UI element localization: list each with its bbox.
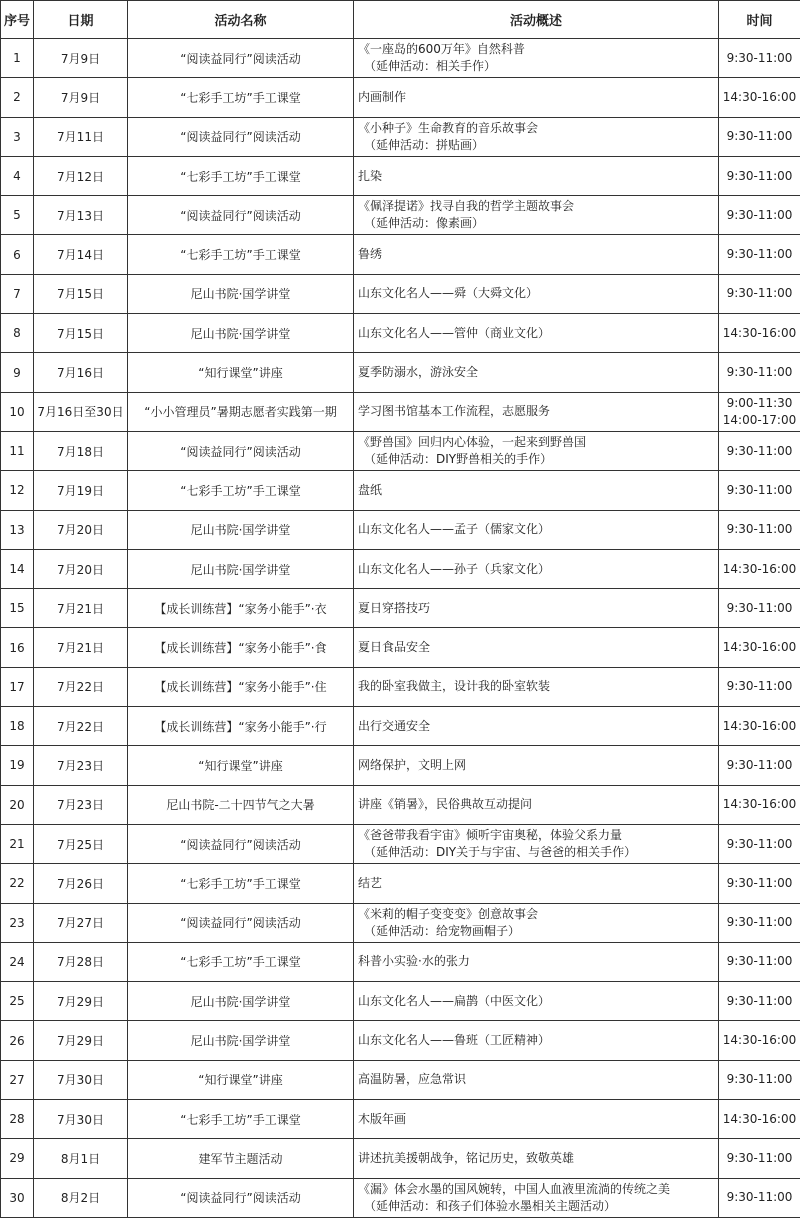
cell-serial-number: 15 xyxy=(1,589,34,628)
cell-activity-summary xyxy=(354,314,719,353)
cell-activity-name: 尼山书院-二十四节气之大暑 xyxy=(128,785,354,824)
table-row xyxy=(1,942,800,981)
summary-line: 木版年画 xyxy=(358,1111,407,1126)
cell-serial-number: 18 xyxy=(1,707,34,746)
summary-line: 《野兽国》回归内心体验，一起来到野兽国 xyxy=(358,435,587,450)
time-slot: 14:30-16:00 xyxy=(722,561,797,576)
extension-activity-line: （延伸活动：DIY野兽相关的手作） xyxy=(364,452,553,467)
cell-activity-summary xyxy=(354,667,719,706)
cell-serial-number: 12 xyxy=(1,471,34,510)
cell-activity-name: 建军节主题活动 xyxy=(128,1139,354,1178)
cell-time xyxy=(719,903,800,942)
cell-serial-number: 3 xyxy=(1,117,34,156)
cell-serial-number: 7 xyxy=(1,274,34,313)
cell-activity-summary xyxy=(354,1178,719,1217)
cell-activity-summary xyxy=(354,78,719,117)
extension-activity-line: （延伸活动：拼贴画） xyxy=(364,137,485,152)
cell-date: 8月2日 xyxy=(34,1178,128,1217)
time-slot: 14:30-16:00 xyxy=(722,640,797,655)
cell-activity-summary xyxy=(354,942,719,981)
cell-time xyxy=(719,314,800,353)
summary-line: 山东文化名人——鲁班（工匠精神） xyxy=(358,1033,551,1048)
cell-serial-number: 19 xyxy=(1,746,34,785)
time-slot: 9:30-11:00 xyxy=(726,954,793,969)
cell-serial-number: 22 xyxy=(1,864,34,903)
table-row xyxy=(1,471,800,510)
cell-date: 7月12日 xyxy=(34,156,128,195)
table-row xyxy=(1,589,800,628)
cell-date: 7月25日 xyxy=(34,824,128,863)
cell-activity-name: “阅读益同行”阅读活动 xyxy=(128,1178,354,1217)
time-slot: 9:30-11:00 xyxy=(726,875,793,890)
cell-activity-name: “七彩手工坊”手工课堂 xyxy=(128,78,354,117)
cell-date: 7月9日 xyxy=(34,39,128,78)
cell-date: 7月9日 xyxy=(34,78,128,117)
cell-time xyxy=(719,117,800,156)
cell-date: 7月11日 xyxy=(34,117,128,156)
time-slot: 9:30-11:00 xyxy=(726,757,793,772)
header-date: 日期 xyxy=(34,1,128,39)
cell-activity-summary xyxy=(354,1100,719,1139)
cell-activity-summary xyxy=(354,1060,719,1099)
table-row xyxy=(1,903,800,942)
summary-line: 山东文化名人——扁鹊（中医文化） xyxy=(358,993,551,1008)
cell-activity-name: “知行课堂”讲座 xyxy=(128,1060,354,1099)
summary-line: 科普小实验·水的张力 xyxy=(358,954,470,969)
table-row xyxy=(1,628,800,667)
table-row xyxy=(1,667,800,706)
time-slot: 14:30-16:00 xyxy=(722,89,797,104)
table-row xyxy=(1,196,800,235)
cell-time xyxy=(719,628,800,667)
cell-time xyxy=(719,864,800,903)
summary-line: 夏日穿搭技巧 xyxy=(358,600,431,615)
time-slot: 9:30-11:00 xyxy=(726,600,793,615)
cell-activity-name: “七彩手工坊”手工课堂 xyxy=(128,471,354,510)
time-slot: 9:30-11:00 xyxy=(726,1190,793,1205)
cell-time xyxy=(719,431,800,470)
table-row xyxy=(1,274,800,313)
time-slot: 9:30-11:00 xyxy=(726,443,793,458)
table-row xyxy=(1,824,800,863)
table-row xyxy=(1,314,800,353)
cell-time xyxy=(719,1100,800,1139)
cell-activity-summary xyxy=(354,707,719,746)
time-slot: 9:30-11:00 xyxy=(726,207,793,222)
table-row xyxy=(1,549,800,588)
time-slot: 14:00-17:00 xyxy=(722,412,797,427)
summary-line: 《爸爸带我看宇宙》倾听宇宙奥秘，体验父系力量 xyxy=(358,828,623,843)
table-body xyxy=(1,39,800,1218)
cell-serial-number: 11 xyxy=(1,431,34,470)
summary-line: 山东文化名人——舜（大舜文化） xyxy=(358,286,539,301)
cell-activity-summary xyxy=(354,353,719,392)
header-activity-name: 活动名称 xyxy=(128,1,354,39)
cell-serial-number: 10 xyxy=(1,392,34,431)
cell-date: 7月15日 xyxy=(34,314,128,353)
cell-serial-number: 27 xyxy=(1,1060,34,1099)
cell-time xyxy=(719,942,800,981)
cell-serial-number: 9 xyxy=(1,353,34,392)
cell-activity-name: “知行课堂”讲座 xyxy=(128,746,354,785)
time-slot: 9:30-11:00 xyxy=(726,50,793,65)
summary-line: 夏季防溺水，游泳安全 xyxy=(358,365,479,380)
time-slot: 9:30-11:00 xyxy=(726,168,793,183)
cell-date: 7月30日 xyxy=(34,1100,128,1139)
time-slot: 9:30-11:00 xyxy=(726,915,793,930)
time-slot: 14:30-16:00 xyxy=(722,797,797,812)
header-activity-summary: 活动概述 xyxy=(354,1,719,39)
summary-line: 《漏》体会水墨的国风婉转，中国人血液里流淌的传统之美 xyxy=(358,1181,671,1196)
cell-time xyxy=(719,39,800,78)
cell-date: 7月19日 xyxy=(34,471,128,510)
cell-activity-name: 【成长训练营】“家务小能手”·住 xyxy=(128,667,354,706)
cell-activity-name: “阅读益同行”阅读活动 xyxy=(128,196,354,235)
cell-serial-number: 25 xyxy=(1,982,34,1021)
cell-activity-name: 尼山书院·国学讲堂 xyxy=(128,982,354,1021)
summary-line: 山东文化名人——管仲（商业文化） xyxy=(358,325,551,340)
cell-serial-number: 13 xyxy=(1,510,34,549)
cell-activity-summary xyxy=(354,156,719,195)
cell-time xyxy=(719,196,800,235)
cell-date: 7月18日 xyxy=(34,431,128,470)
time-slot: 14:30-16:00 xyxy=(722,325,797,340)
cell-date: 7月21日 xyxy=(34,589,128,628)
table-row xyxy=(1,1178,800,1217)
cell-serial-number: 6 xyxy=(1,235,34,274)
cell-time xyxy=(719,353,800,392)
cell-activity-summary xyxy=(354,1139,719,1178)
summary-line: 出行交通安全 xyxy=(358,718,431,733)
cell-activity-summary xyxy=(354,589,719,628)
cell-activity-name: “七彩手工坊”手工课堂 xyxy=(128,1100,354,1139)
table-row xyxy=(1,392,800,431)
extension-activity-line: （延伸活动：像素画） xyxy=(364,216,485,231)
cell-activity-summary xyxy=(354,628,719,667)
cell-time xyxy=(719,549,800,588)
cell-activity-name: 【成长训练营】“家务小能手”·食 xyxy=(128,628,354,667)
table-row xyxy=(1,78,800,117)
summary-line: 山东文化名人——孟子（儒家文化） xyxy=(358,522,551,537)
cell-time xyxy=(719,707,800,746)
table-row xyxy=(1,156,800,195)
summary-line: 讲座《销暑》，民俗典故互动提问 xyxy=(358,797,533,812)
cell-date: 7月23日 xyxy=(34,785,128,824)
cell-serial-number: 14 xyxy=(1,549,34,588)
cell-serial-number: 8 xyxy=(1,314,34,353)
summary-line: 高温防暑，应急常识 xyxy=(358,1072,467,1087)
summary-line: 《佩泽提诺》找寻自我的哲学主题故事会 xyxy=(358,199,575,214)
header-serial-number: 序号 xyxy=(1,1,34,39)
cell-activity-name: “七彩手工坊”手工课堂 xyxy=(128,235,354,274)
cell-date: 7月20日 xyxy=(34,510,128,549)
cell-time xyxy=(719,589,800,628)
cell-date: 7月27日 xyxy=(34,903,128,942)
extension-activity-line: （延伸活动：给宠物画帽子） xyxy=(364,923,521,938)
cell-activity-summary xyxy=(354,510,719,549)
time-slot: 9:30-11:00 xyxy=(726,247,793,262)
cell-activity-name: “阅读益同行”阅读活动 xyxy=(128,117,354,156)
cell-activity-summary xyxy=(354,549,719,588)
summary-line: 结艺 xyxy=(358,875,383,890)
cell-activity-summary xyxy=(354,824,719,863)
table-row xyxy=(1,1139,800,1178)
cell-activity-summary xyxy=(354,431,719,470)
summary-line: 网络保护，文明上网 xyxy=(358,757,467,772)
cell-time xyxy=(719,667,800,706)
cell-date: 7月29日 xyxy=(34,1021,128,1060)
cell-activity-name: 【成长训练营】“家务小能手”·衣 xyxy=(128,589,354,628)
cell-activity-summary xyxy=(354,274,719,313)
cell-activity-name: “阅读益同行”阅读活动 xyxy=(128,903,354,942)
cell-activity-summary xyxy=(354,471,719,510)
table-row xyxy=(1,707,800,746)
summary-line: 学习图书馆基本工作流程，志愿服务 xyxy=(358,404,551,419)
table-row xyxy=(1,746,800,785)
cell-date: 7月29日 xyxy=(34,982,128,1021)
cell-activity-summary xyxy=(354,785,719,824)
cell-date: 7月20日 xyxy=(34,549,128,588)
table-row xyxy=(1,431,800,470)
cell-serial-number: 5 xyxy=(1,196,34,235)
cell-time xyxy=(719,235,800,274)
cell-activity-summary xyxy=(354,39,719,78)
cell-serial-number: 29 xyxy=(1,1139,34,1178)
time-slot: 9:30-11:00 xyxy=(726,993,793,1008)
cell-date: 7月16日至30日 xyxy=(34,392,128,431)
time-slot: 9:30-11:00 xyxy=(726,1150,793,1165)
cell-activity-name: “阅读益同行”阅读活动 xyxy=(128,39,354,78)
table-row xyxy=(1,117,800,156)
time-slot: 9:00-11:30 xyxy=(726,395,793,410)
cell-date: 7月22日 xyxy=(34,707,128,746)
time-slot: 9:30-11:00 xyxy=(726,836,793,851)
cell-date: 7月21日 xyxy=(34,628,128,667)
cell-time xyxy=(719,392,800,431)
time-slot: 14:30-16:00 xyxy=(722,718,797,733)
summary-line: 扎染 xyxy=(358,168,383,183)
cell-activity-name: 尼山书院·国学讲堂 xyxy=(128,549,354,588)
cell-time xyxy=(719,824,800,863)
cell-date: 7月15日 xyxy=(34,274,128,313)
time-slot: 9:30-11:00 xyxy=(726,129,793,144)
cell-date: 7月14日 xyxy=(34,235,128,274)
cell-time xyxy=(719,1178,800,1217)
time-slot: 9:30-11:00 xyxy=(726,286,793,301)
cell-activity-summary xyxy=(354,235,719,274)
cell-time xyxy=(719,510,800,549)
cell-serial-number: 2 xyxy=(1,78,34,117)
cell-serial-number: 26 xyxy=(1,1021,34,1060)
summary-line: 《米莉的帽子变变变》创意故事会 xyxy=(358,906,539,921)
cell-serial-number: 21 xyxy=(1,824,34,863)
cell-activity-summary xyxy=(354,1021,719,1060)
extension-activity-line: （延伸活动：和孩子们体验水墨相关主题活动） xyxy=(364,1198,617,1213)
cell-activity-name: 【成长训练营】“家务小能手”·行 xyxy=(128,707,354,746)
summary-line: 我的卧室我做主，设计我的卧室软装 xyxy=(358,679,551,694)
cell-serial-number: 17 xyxy=(1,667,34,706)
cell-time xyxy=(719,156,800,195)
table-header-row xyxy=(1,1,800,39)
table-row xyxy=(1,864,800,903)
table-row xyxy=(1,1021,800,1060)
cell-activity-summary xyxy=(354,864,719,903)
time-slot: 9:30-11:00 xyxy=(726,679,793,694)
cell-time xyxy=(719,274,800,313)
cell-activity-name: “阅读益同行”阅读活动 xyxy=(128,431,354,470)
cell-serial-number: 16 xyxy=(1,628,34,667)
cell-serial-number: 1 xyxy=(1,39,34,78)
summary-line: 夏日食品安全 xyxy=(358,640,431,655)
cell-serial-number: 20 xyxy=(1,785,34,824)
cell-activity-name: “阅读益同行”阅读活动 xyxy=(128,824,354,863)
table-row xyxy=(1,1100,800,1139)
table-row xyxy=(1,982,800,1021)
cell-activity-summary xyxy=(354,196,719,235)
table-row xyxy=(1,353,800,392)
cell-time xyxy=(719,1060,800,1099)
summary-line: 《小种子》生命教育的音乐故事会 xyxy=(358,120,539,135)
table-row xyxy=(1,785,800,824)
summary-line: 盘纸 xyxy=(358,482,383,497)
summary-line: 鲁绣 xyxy=(358,247,383,262)
summary-line: 山东文化名人——孙子（兵家文化） xyxy=(358,561,551,576)
cell-date: 7月16日 xyxy=(34,353,128,392)
cell-activity-name: 尼山书院·国学讲堂 xyxy=(128,1021,354,1060)
cell-date: 8月1日 xyxy=(34,1139,128,1178)
cell-time xyxy=(719,1021,800,1060)
time-slot: 14:30-16:00 xyxy=(722,1111,797,1126)
cell-serial-number: 23 xyxy=(1,903,34,942)
cell-activity-summary xyxy=(354,982,719,1021)
cell-date: 7月13日 xyxy=(34,196,128,235)
cell-date: 7月22日 xyxy=(34,667,128,706)
table-row xyxy=(1,510,800,549)
summary-line: 讲述抗美援朝战争，铭记历史，致敬英雄 xyxy=(358,1150,575,1165)
header-time: 时间 xyxy=(719,1,800,39)
cell-activity-name: “七彩手工坊”手工课堂 xyxy=(128,864,354,903)
summary-line: 《一座岛的600万年》自然科普 xyxy=(358,42,525,57)
cell-activity-name: “小小管理员”暑期志愿者实践第一期 xyxy=(128,392,354,431)
cell-activity-summary xyxy=(354,746,719,785)
cell-activity-summary xyxy=(354,392,719,431)
extension-activity-line: （延伸活动：相关手作） xyxy=(364,59,497,74)
cell-activity-name: “七彩手工坊”手工课堂 xyxy=(128,942,354,981)
cell-date: 7月26日 xyxy=(34,864,128,903)
summary-line: 内画制作 xyxy=(358,89,407,104)
time-slot: 9:30-11:00 xyxy=(726,1072,793,1087)
cell-activity-name: “知行课堂”讲座 xyxy=(128,353,354,392)
time-slot: 9:30-11:00 xyxy=(726,522,793,537)
cell-time xyxy=(719,471,800,510)
time-slot: 9:30-11:00 xyxy=(726,365,793,380)
cell-activity-name: 尼山书院·国学讲堂 xyxy=(128,510,354,549)
cell-activity-name: “七彩手工坊”手工课堂 xyxy=(128,156,354,195)
cell-time xyxy=(719,746,800,785)
time-slot: 9:30-11:00 xyxy=(726,482,793,497)
cell-serial-number: 24 xyxy=(1,942,34,981)
extension-activity-line: （延伸活动：DIY关于与宇宙、与爸爸的相关手作） xyxy=(364,845,637,860)
cell-serial-number: 4 xyxy=(1,156,34,195)
cell-time xyxy=(719,1139,800,1178)
cell-activity-summary xyxy=(354,903,719,942)
cell-time xyxy=(719,982,800,1021)
table-row xyxy=(1,1060,800,1099)
cell-time xyxy=(719,78,800,117)
cell-time xyxy=(719,785,800,824)
cell-activity-name: 尼山书院·国学讲堂 xyxy=(128,314,354,353)
cell-serial-number: 28 xyxy=(1,1100,34,1139)
cell-serial-number: 30 xyxy=(1,1178,34,1217)
table-row xyxy=(1,39,800,78)
time-slot: 14:30-16:00 xyxy=(722,1033,797,1048)
cell-date: 7月28日 xyxy=(34,942,128,981)
cell-activity-summary xyxy=(354,117,719,156)
cell-activity-name: 尼山书院·国学讲堂 xyxy=(128,274,354,313)
table-row xyxy=(1,235,800,274)
cell-date: 7月23日 xyxy=(34,746,128,785)
cell-date: 7月30日 xyxy=(34,1060,128,1099)
